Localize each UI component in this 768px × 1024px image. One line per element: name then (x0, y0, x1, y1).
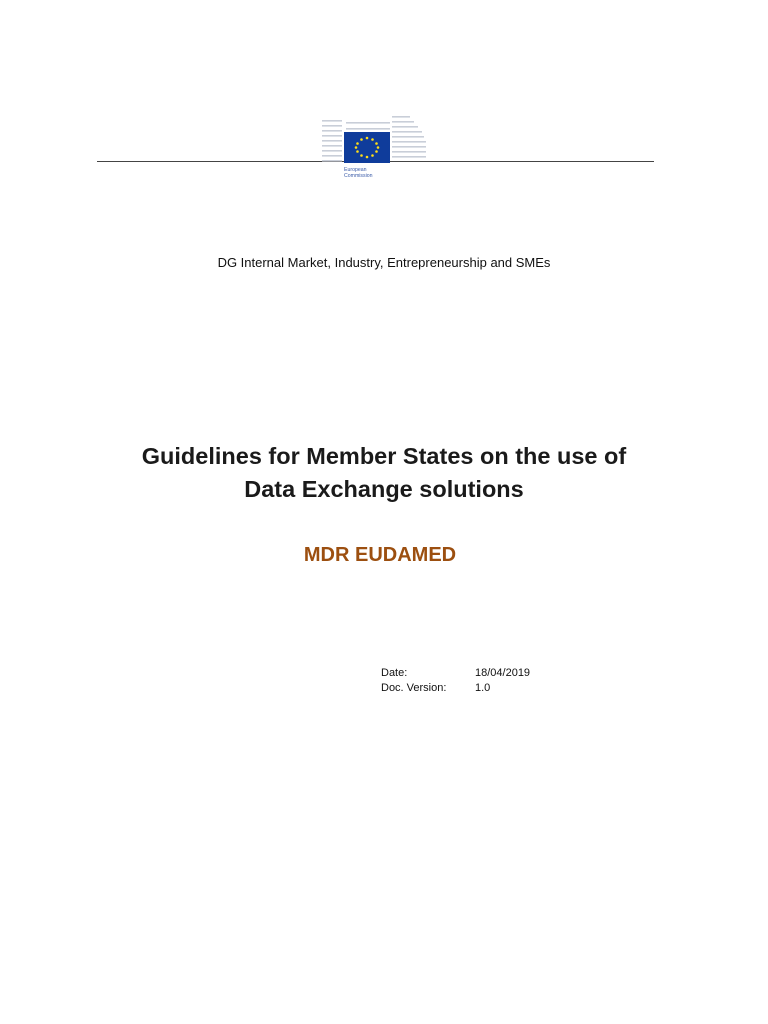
document-meta (381, 666, 530, 696)
date-label: Date: (381, 667, 408, 679)
department-name: DG Internal Market, Industry, Entrepreneurship and SMEs (217, 255, 551, 270)
version-row (381, 681, 530, 696)
date-value: 18/04/2019 (475, 667, 531, 679)
version-value: 1.0 (475, 682, 491, 694)
european-commission-logo (320, 112, 428, 184)
version-label: Doc. Version: (381, 682, 447, 694)
date-row (381, 666, 530, 681)
svg-text:Commission: Commission (344, 173, 373, 179)
document-subtitle: MDR EUDAMED (303, 544, 457, 566)
document-title (0, 440, 768, 506)
svg-text:European: European (344, 167, 367, 173)
document-title-line-2: Data Exchange solutions (244, 476, 524, 502)
document-title-line-1: Guidelines for Member States on the use of (141, 443, 627, 469)
